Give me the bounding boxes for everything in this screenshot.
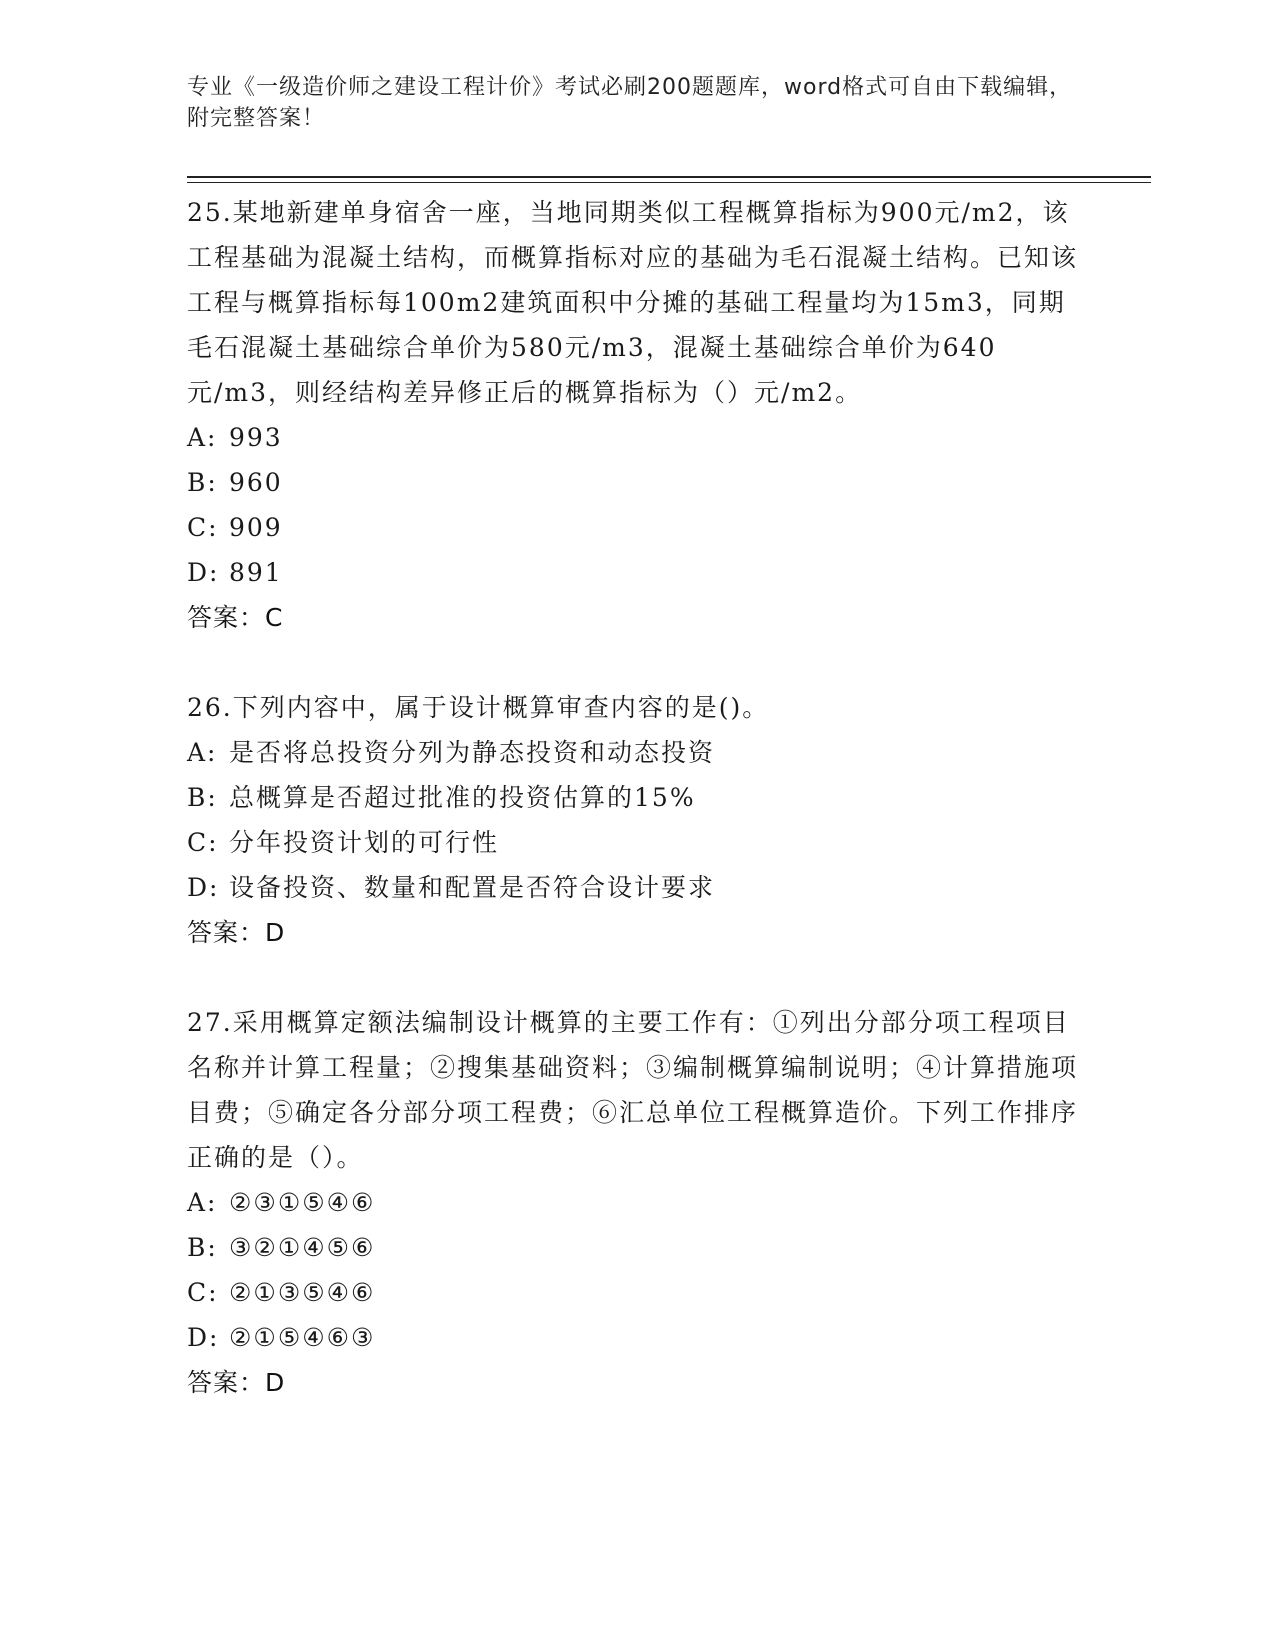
answer-line: 答案：C xyxy=(187,603,284,632)
option-text: 总概算是否超过批准的投资估算的15% xyxy=(229,783,696,812)
option-b xyxy=(187,460,1087,505)
question-list xyxy=(187,190,1087,1450)
answer-line: 答案：D xyxy=(187,918,286,947)
question-26 xyxy=(187,685,1087,955)
option-a xyxy=(187,1180,1087,1225)
question-25 xyxy=(187,190,1087,640)
option-key: B: xyxy=(187,783,218,812)
option-d xyxy=(187,865,1087,910)
option-key: C: xyxy=(187,1278,219,1307)
option-text: 993 xyxy=(229,423,283,452)
option-key: C: xyxy=(187,513,219,542)
answer-line: 答案：D xyxy=(187,1368,286,1397)
option-text: ②③①⑤④⑥ xyxy=(229,1188,376,1217)
option-text: 设备投资、数量和配置是否符合设计要求 xyxy=(229,873,716,902)
option-a xyxy=(187,415,1087,460)
option-text: ②①③⑤④⑥ xyxy=(229,1278,376,1307)
option-key: D: xyxy=(187,873,220,902)
option-c xyxy=(187,1270,1087,1315)
question-stem: 25.某地新建单身宿舍一座，当地同期类似工程概算指标为900元/m2，该工程基础为混凝土结构，而概算指标对应的基础为毛石混凝土结构。已知该工程与概算指标每100m2建筑面积中分摊的基础工程量均为15m3，同期毛石混凝土基础综合单价为580元/m3，混凝土基础综合单价为640元/m3，则经结构差异修正后的概算指标为（）元/m2。 xyxy=(187,198,1079,407)
option-key: A: xyxy=(187,423,218,452)
option-text: 是否将总投资分列为静态投资和动态投资 xyxy=(229,738,716,767)
option-text: 891 xyxy=(229,558,283,587)
option-d xyxy=(187,1315,1087,1360)
option-c xyxy=(187,505,1087,550)
option-text: 分年投资计划的可行性 xyxy=(229,828,500,857)
option-key: A: xyxy=(187,738,218,767)
option-key: D: xyxy=(187,558,220,587)
option-a xyxy=(187,730,1087,775)
option-text: ②①⑤④⑥③ xyxy=(229,1323,376,1352)
question-stem: 27.采用概算定额法编制设计概算的主要工作有：①列出分部分项工程项目名称并计算工程量；②搜集基础资料；③编制概算编制说明；④计算措施项目费；⑤确定各分部分项工程费；⑥汇总单位工程概算造价。下列工作排序正确的是（）。 xyxy=(187,1008,1079,1172)
option-d xyxy=(187,550,1087,595)
option-text: 909 xyxy=(229,513,283,542)
option-key: B: xyxy=(187,1233,218,1262)
option-text: 960 xyxy=(229,468,283,497)
option-key: D: xyxy=(187,1323,220,1352)
header-divider-thick xyxy=(187,176,1151,178)
option-key: B: xyxy=(187,468,218,497)
question-27 xyxy=(187,1000,1087,1405)
option-key: C: xyxy=(187,828,219,857)
question-stem: 26.下列内容中，属于设计概算审查内容的是()。 xyxy=(187,693,770,722)
option-text: ③②①④⑤⑥ xyxy=(229,1233,376,1262)
option-b xyxy=(187,775,1087,820)
option-c xyxy=(187,820,1087,865)
header-divider-thin xyxy=(187,182,1151,183)
option-b xyxy=(187,1225,1087,1270)
document-header: 专业《一级造价师之建设工程计价》考试必刷200题题库，word格式可自由下载编辑，附完整答案！ xyxy=(187,75,1073,131)
option-key: A: xyxy=(187,1188,218,1217)
